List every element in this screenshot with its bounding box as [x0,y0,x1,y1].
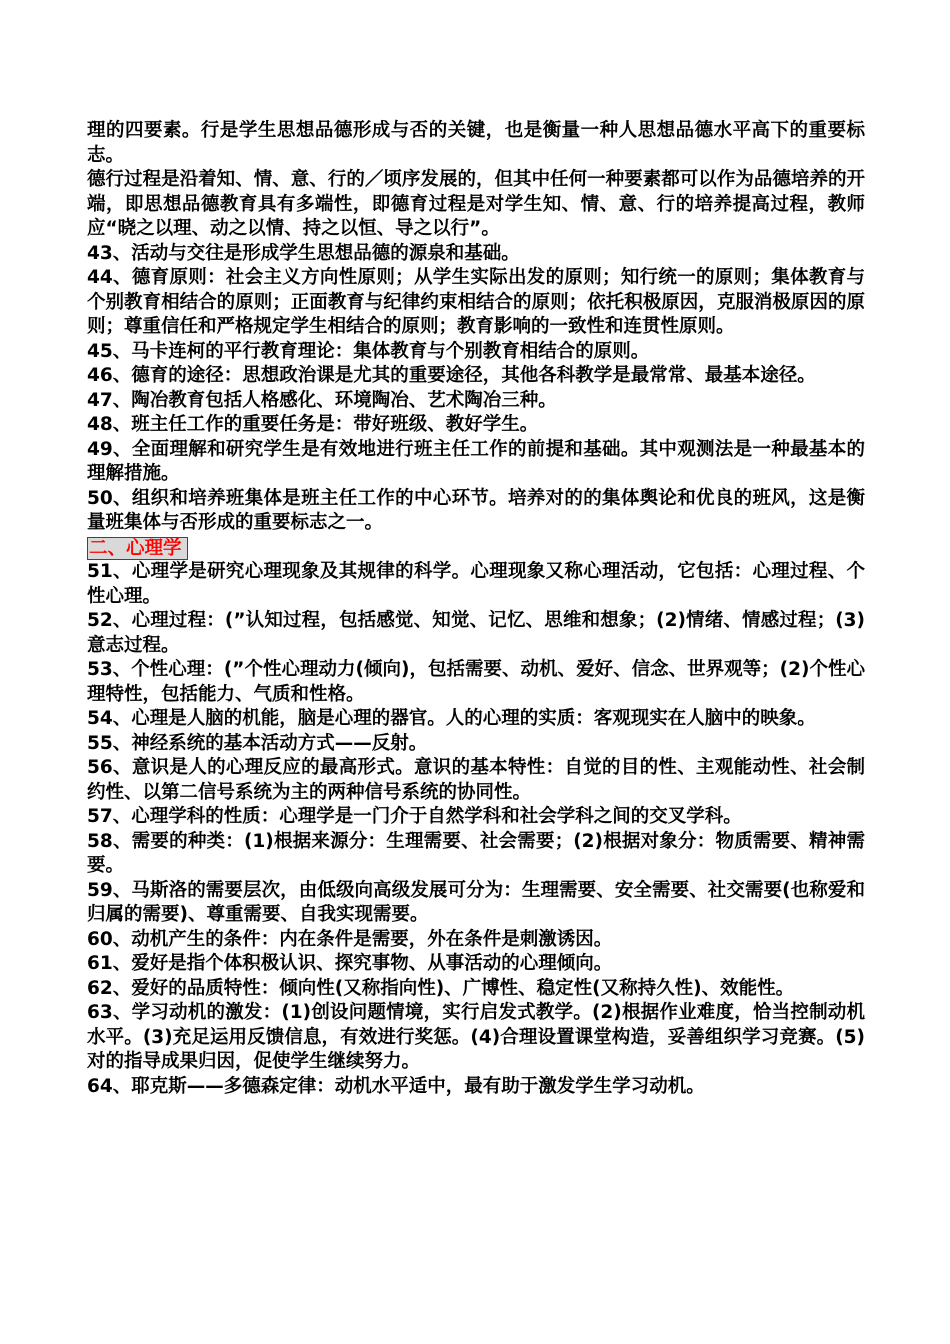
section-heading-row [87,536,865,561]
paragraph-45: 45、马卡连柯的平行教育理论：集体教育与个别教育相结合的原则。 [87,340,650,362]
paragraph-53: 53、个性心理：(”个性心理动力(倾向)，包括需要、动机、爱好、信念、世界观等；(2)个性心理特性，包括能力、气质和性格。 [87,659,865,705]
paragraph-47: 47、陶冶教育包括人格感化、环境陶冶、艺术陶冶三种。 [87,389,557,411]
paragraph-62: 62、爱好的品质特性：倾向性(又称指向性)、广博性、稳定性(又称持久性)、效能性。 [87,977,795,999]
paragraph-59: 59、马斯洛的需要层次，由低级向高级发展可分为：生理需要、安全需要、社交需要(也称爱和归属的需要)、尊重需要、自我实现需要。 [87,879,865,925]
paragraph-49: 49、全面理解和研究学生是有效地进行班主任工作的前提和基础。其中观测法是一种最基本的理解措施。 [87,438,865,484]
paragraph-54: 54、心理是人脑的机能，脑是心理的器官。人的心理的实质：客观现实在人脑中的映象。 [87,708,816,729]
paragraph-48: 48、班主任工作的重要任务是：带好班级、教好学生。 [87,414,539,435]
section-heading: 二、心理学 [87,537,188,560]
paragraph-moral-process: 德行过程是沿着知、情、意、行的／顷序发展的，但其中任何一种要素都可以作为品德培养的开端，即思想品德教育具有多端性，即德育过程是对学生知、情、意、行的培养提高过程，教师应“晓之以理、动之以情、持之以恒、导之以行”。 [87,169,865,239]
paragraph-43: 43、活动与交往是形成学生思想品德的源泉和基础。 [87,242,520,264]
paragraph-63: 63、学习动机的激发：(1)创设问题情境，实行启发式教学。(2)根据作业难度，恰当控制动机水平。(3)充足运用反馈信息，有效进行奖惩。(4)合理设置课堂构造，妥善组织学习竞赛。(5)对的指导成果归因，促使学生继续努力。 [87,1002,865,1072]
paragraph-55: 55、神经系统的基本活动方式——反射。 [87,732,428,754]
paragraph-50: 50、组织和培养班集体是班主任工作的中心环节。培养对的的集体舆论和优良的班风，这是衡量班集体与否形成的重要标志之一。 [87,487,865,533]
paragraph-64: 64、耶克斯——多德森定律：动机水平适中，最有助于激发学生学习动机。 [87,1075,705,1097]
paragraph-57: 57、心理学科的性质：心理学是一门介于自然学科和社会学科之间的交叉学科。 [87,806,742,827]
document-body [87,119,865,1099]
paragraph-60: 60、动机产生的条件：内在条件是需要，外在条件是刺激诱因。 [87,928,613,950]
paragraph-58: 58、需要的种类：(1)根据来源分：生理需要、社会需要；(2)根据对象分：物质需要、精神需要。 [87,830,865,876]
paragraph-44: 44、德育原则：社会主义方向性原则；从学生实际出发的原则；知行统一的原则；集体教育与个别教育相结合的原则；正面教育与纪律约束相结合的原则；依托积极原因，克服消极原因的原则；尊重信任和严格规定学生相结合的原则；教育影响的一致性和连贯性原则。 [87,267,865,337]
paragraph-51: 51、心理学是研究心理现象及其规律的科学。心理现象又称心理活动，它包括：心理过程、个性心理。 [87,561,865,607]
paragraph-61: 61、爱好是指个体积极认识、探究事物、从事活动的心理倾向。 [87,953,613,974]
paragraph-46: 46、德育的途径：思想政治课是尤其的重要途径，其他各科教学是最常常、最基本途径。 [87,365,816,386]
paragraph-continued: 理的四要素。行是学生思想品德形成与否的关键，也是衡量一种人思想品德水平高下的重要标志。 [87,120,865,166]
paragraph-52: 52、心理过程：(”认知过程，包括感觉、知觉、记忆、思维和想象；(2)情绪、情感过程；(3)意志过程。 [87,610,865,656]
paragraph-56: 56、意识是人的心理反应的最高形式。意识的基本特性：自觉的目的性、主观能动性、社会制约性、以第二信号系统为主的两种信号系统的协同性。 [87,757,865,803]
